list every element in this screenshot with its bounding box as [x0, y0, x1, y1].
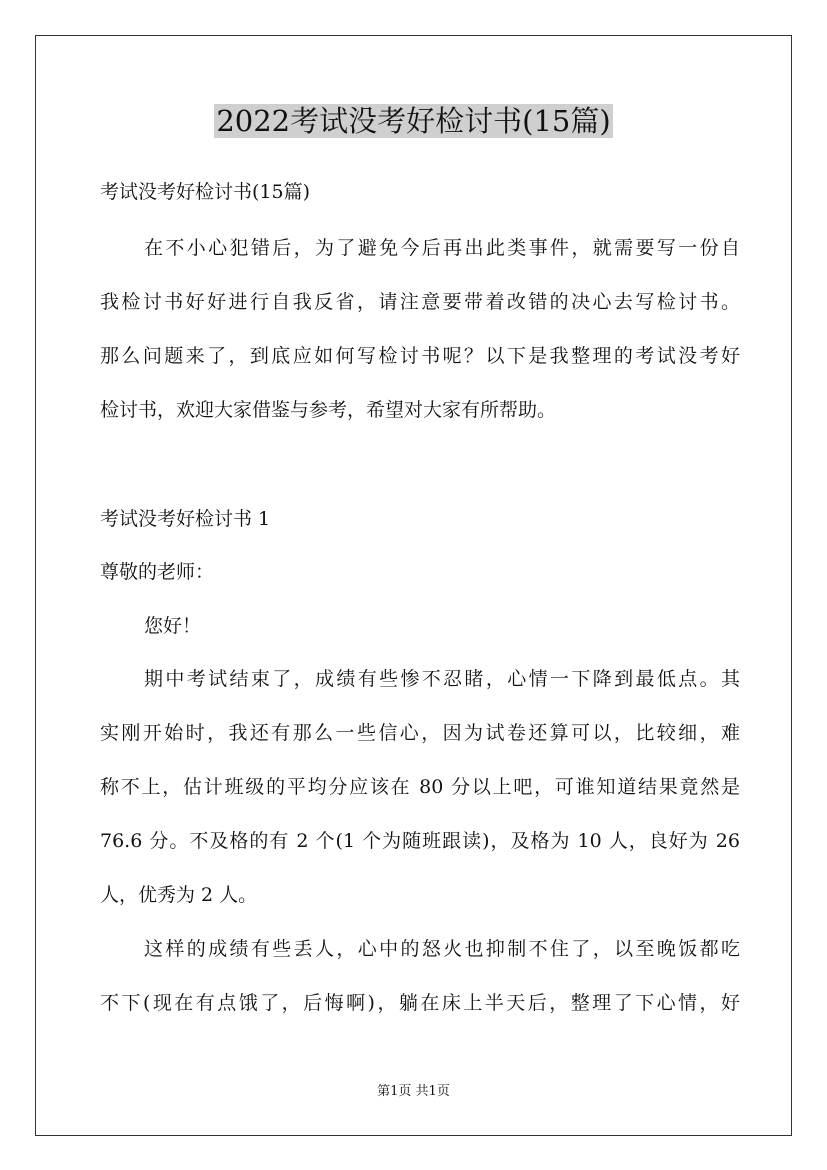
intro-paragraph	[100, 221, 740, 437]
document-title	[0, 100, 827, 142]
paragraph-1	[100, 652, 740, 922]
page-footer: 第1页 共1页	[377, 1084, 450, 1099]
document-title-text: 2022考试没考好检讨书(15篇)	[216, 104, 611, 138]
paragraph-line: 人，优秀为 2 人。	[100, 884, 258, 906]
paragraph-line: 这样的成绩有些丢人，心中的怒火也抑制不住了，以至晚饭都吃	[144, 938, 740, 960]
paragraph-line: 实刚开始时，我还有那么一些信心，因为试卷还算可以，比较细，难	[100, 722, 740, 744]
greeting: 您好！	[144, 615, 202, 637]
salutation: 尊敬的老师：	[100, 561, 215, 583]
paragraph-line: 76.6 分。不及格的有 2 个(1 个为随班跟读)，及格为 10 人，良好为 26	[100, 830, 740, 852]
intro-line: 那么问题来了，到底应如何写检讨书呢？以下是我整理的考试没考好	[100, 345, 740, 367]
paragraph-line: 不下(现在有点饿了，后悔啊)，躺在床上半天后，整理了下心情，好	[100, 992, 740, 1014]
paragraph-line: 期中考试结束了，成绩有些惨不忍睹，心情一下降到最低点。其	[144, 668, 740, 690]
paragraph-2	[100, 922, 740, 1030]
intro-line: 在不小心犯错后，为了避免今后再出此类事件，就需要写一份自	[144, 237, 740, 259]
section-heading: 考试没考好检讨书 1	[100, 508, 271, 530]
document-subtitle: 考试没考好检讨书(15篇)	[100, 181, 311, 203]
intro-line: 我检讨书好好进行自我反省，请注意要带着改错的决心去写检讨书。	[100, 291, 740, 313]
intro-line: 检讨书，欢迎大家借鉴与参考，希望对大家有所帮助。	[100, 399, 557, 421]
paragraph-line: 称不上，估计班级的平均分应该在 80 分以上吧，可谁知道结果竟然是	[100, 776, 740, 798]
